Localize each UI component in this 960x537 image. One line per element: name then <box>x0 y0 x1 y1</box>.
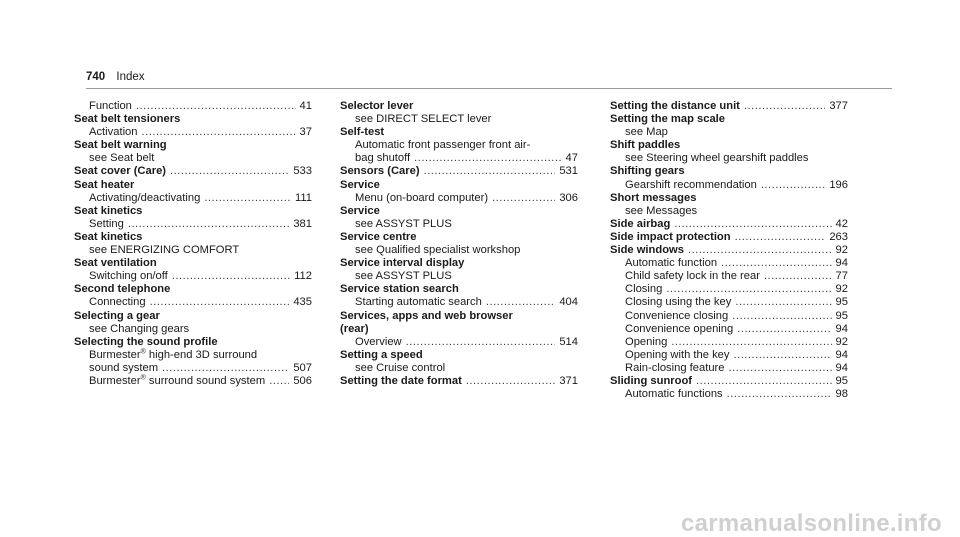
index-entry-heading: Seat belt tensioners <box>74 113 181 126</box>
index-subentry[interactable]: Activation ..... 37 <box>74 126 312 139</box>
index-entry[interactable]: Sensors (Care) ..... 531 <box>340 165 578 178</box>
index-subentry[interactable]: Convenience opening ..... 94 <box>610 323 848 336</box>
page-ref[interactable]: 98 <box>835 388 848 401</box>
index-entry-heading: Selecting a gear <box>74 309 160 322</box>
page-ref[interactable]: 533 <box>293 165 312 178</box>
index-entry-heading: Seat kinetics <box>74 204 143 217</box>
index-entry[interactable]: Side windows ..... 92 <box>610 244 848 257</box>
index-entry-heading: Service station search <box>340 283 459 296</box>
index-entry-heading: Seat heater <box>74 178 135 191</box>
index-subentry[interactable]: Overview ..... 514 <box>340 336 578 349</box>
index-subentry[interactable]: Burmester® surround sound system ..... 506 <box>74 375 312 388</box>
page-ref[interactable]: 112 <box>294 270 312 283</box>
index-entry-heading: Service <box>340 204 380 217</box>
index-entry-heading: Shift paddles <box>610 139 681 152</box>
page-ref[interactable]: 94 <box>835 257 848 270</box>
page-ref[interactable]: 111 <box>294 191 312 204</box>
index-entry-heading-cont: (rear) <box>340 322 369 335</box>
page-ref[interactable]: 47 <box>565 152 578 165</box>
index-column-1 <box>74 100 312 388</box>
cross-reference[interactable]: see DIRECT SELECT lever <box>355 113 492 126</box>
index-subentry[interactable]: bag shutoff ..... 47 <box>340 152 578 165</box>
page-ref[interactable]: 263 <box>829 230 848 243</box>
page-number: 740 <box>86 71 106 83</box>
index-subentry[interactable]: Opening with the key ..... 94 <box>610 349 848 362</box>
page-ref[interactable]: 95 <box>835 309 848 322</box>
registered-mark: ® <box>140 374 146 382</box>
cross-reference[interactable]: see Map <box>625 126 668 139</box>
index-subentry[interactable]: Automatic function ..... 94 <box>610 257 848 270</box>
page-ref[interactable]: 306 <box>559 191 578 204</box>
page-ref[interactable]: 41 <box>299 100 312 112</box>
index-column-3 <box>610 100 848 401</box>
index-subentry[interactable]: Menu (on-board computer) ..... 306 <box>340 192 578 205</box>
page-ref[interactable]: 381 <box>293 217 312 230</box>
page-ref[interactable]: 92 <box>835 244 848 257</box>
index-entry-heading: Setting the map scale <box>610 113 726 126</box>
index-entry-heading: Service interval display <box>340 257 465 270</box>
index-entry-heading: Service centre <box>340 230 417 243</box>
index-subentry[interactable]: Automatic functions ..... 98 <box>610 388 848 401</box>
cross-reference[interactable]: see ASSYST PLUS <box>355 217 452 230</box>
index-entry-heading: Selector lever <box>340 100 414 112</box>
section-title: Index <box>116 71 145 83</box>
index-entry-heading: Setting a speed <box>340 348 423 361</box>
index-subentry[interactable]: Gearshift recommendation ..... 196 <box>610 179 848 192</box>
registered-mark: ® <box>140 348 146 356</box>
index-entry-heading: Seat ventilation <box>74 257 157 270</box>
page-ref[interactable]: 92 <box>835 283 848 296</box>
index-entry[interactable]: Setting the date format ..... 371 <box>340 375 578 388</box>
index-subentry[interactable]: Rain-closing feature ..... 94 <box>610 362 848 375</box>
cross-reference[interactable]: see Cruise control <box>355 361 446 374</box>
page-ref[interactable]: 94 <box>835 361 848 374</box>
index-entry[interactable]: Setting the distance unit ..... 377 <box>610 100 848 113</box>
page-ref[interactable]: 196 <box>829 178 848 191</box>
index-subentry[interactable]: Switching on/off ..... 112 <box>74 270 312 283</box>
index-subentry[interactable]: Closing ..... 92 <box>610 283 848 296</box>
cross-reference[interactable]: see Changing gears <box>89 322 190 335</box>
page-ref[interactable]: 37 <box>299 126 312 139</box>
page-ref[interactable]: 507 <box>293 361 312 374</box>
cross-reference[interactable]: see ASSYST PLUS <box>355 270 452 283</box>
page-ref[interactable]: 377 <box>829 100 848 112</box>
watermark: carmanualsonline.info <box>680 509 942 537</box>
page-ref[interactable]: 42 <box>835 217 848 230</box>
cross-reference[interactable]: see Seat belt <box>89 152 155 165</box>
page-ref[interactable]: 435 <box>293 296 312 309</box>
index-entry-heading: Second telephone <box>74 283 171 296</box>
page-ref[interactable]: 95 <box>835 374 848 387</box>
page-ref[interactable]: 94 <box>835 322 848 335</box>
page-ref[interactable]: 92 <box>835 335 848 348</box>
page-ref[interactable]: 371 <box>559 374 578 387</box>
page-ref[interactable]: 404 <box>559 296 578 309</box>
index-subentry[interactable]: sound system ..... 507 <box>74 362 312 375</box>
index-subentry[interactable]: Setting ..... 381 <box>74 218 312 231</box>
index-subentry[interactable]: Child safety lock in the rear ..... 77 <box>610 270 848 283</box>
index-subentry[interactable]: Activating/deactivating ..... 111 <box>74 192 312 205</box>
index-subentry[interactable]: Connecting ..... 435 <box>74 296 312 309</box>
page-header <box>86 71 145 84</box>
index-entry-heading: Service <box>340 178 380 191</box>
index-entry-heading: Selecting the sound profile <box>74 335 218 348</box>
header-rule <box>86 88 892 89</box>
index-subentry[interactable]: Function ..... 41 <box>74 100 312 113</box>
page-ref[interactable]: 531 <box>559 165 578 178</box>
cross-reference[interactable]: see Qualified specialist workshop <box>355 244 521 257</box>
index-entry-heading: Services, apps and web browser <box>340 309 513 322</box>
cross-reference[interactable]: see ENERGIZING COMFORT <box>89 244 240 257</box>
index-column-2 <box>340 100 578 388</box>
index-entry[interactable]: Side airbag ..... 42 <box>610 218 848 231</box>
index-entry[interactable]: Side impact protection ..... 263 <box>610 231 848 244</box>
page-ref[interactable]: 77 <box>835 270 848 283</box>
index-entry-heading: Self-test <box>340 126 385 139</box>
page-ref[interactable]: 506 <box>293 374 312 387</box>
cross-reference[interactable]: see Steering wheel gearshift paddles <box>625 152 809 165</box>
index-subentry-text: Burmester® high-end 3D surround <box>89 348 258 361</box>
page-ref[interactable]: 94 <box>835 348 848 361</box>
page-ref[interactable]: 514 <box>559 335 578 348</box>
index-subentry[interactable]: Starting automatic search ..... 404 <box>340 296 578 309</box>
index-subentry[interactable]: Closing using the key ..... 95 <box>610 296 848 309</box>
index-entry[interactable]: Sliding sunroof ..... 95 <box>610 375 848 388</box>
index-subentry[interactable]: Opening ..... 92 <box>610 336 848 349</box>
index-subentry[interactable]: Convenience closing ..... 95 <box>610 310 848 323</box>
index-entry-heading: Seat belt warning <box>74 139 167 152</box>
page-ref[interactable]: 95 <box>835 296 848 309</box>
index-entry[interactable]: Seat cover (Care) ..... 533 <box>74 165 312 178</box>
cross-reference[interactable]: see Messages <box>625 204 698 217</box>
index-entry-heading: Seat kinetics <box>74 230 143 243</box>
index-subentry-text: Automatic front passenger front air- <box>355 139 531 152</box>
index-entry-heading: Shifting gears <box>610 165 685 178</box>
index-entry-heading: Short messages <box>610 191 697 204</box>
